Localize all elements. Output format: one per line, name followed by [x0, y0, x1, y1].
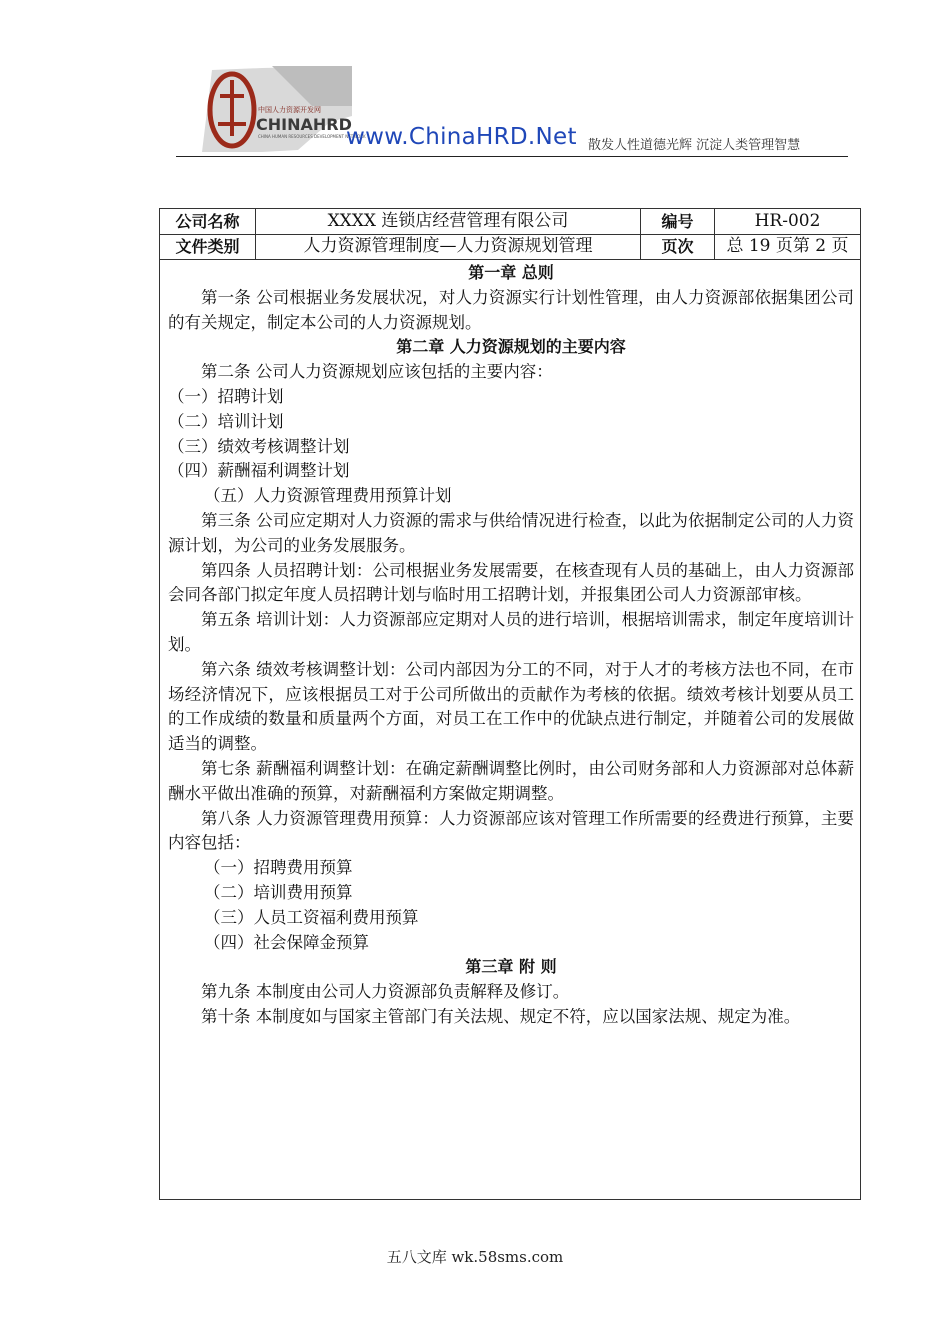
- list-item: （四）薪酬福利调整计划: [168, 461, 350, 481]
- article-5: 第五条 培训计划：人力资源部应定期对人员的进行培训，根据培训需求，制定年度培训计划。: [168, 610, 854, 654]
- article-7: 第七条 薪酬福利调整计划：在确定薪酬调整比例时，由公司财务部和人力资源部对总体薪酬水平做出准确的预算，对薪酬福利方案做定期调整。: [168, 758, 854, 803]
- list-item: （五）人力资源管理费用预算计划: [204, 486, 452, 506]
- code-value: HR-002: [754, 211, 821, 231]
- site-url[interactable]: www.ChinaHRD.Net: [346, 124, 577, 150]
- header-divider: [176, 156, 848, 157]
- list-item: （三）绩效考核调整计划: [168, 436, 350, 456]
- article-8: 第八条 人力资源管理费用预算：人力资源部应该对管理工作所需要的经费进行预算，主要内容包括：: [168, 808, 854, 853]
- meta-row-category: [160, 234, 860, 260]
- article-4: 第四条 人员招聘计划：公司根据业务发展需要，在核查现有人员的基础上，由人力资源部会同各部门拟定年度人员招聘计划与临时用工招聘计划，并报集团公司人力资源部审核。: [168, 560, 854, 605]
- article-10: 第十条 本制度如与国家主管部门有关法规、规定不符，应以国家法规、规定为准。: [201, 1006, 801, 1026]
- list-item: （三）人员工资福利费用预算: [204, 907, 419, 927]
- chapter-3-title: 第三章 附 则: [465, 957, 557, 977]
- chapter-2-title: 第二章 人力资源规划的主要内容: [396, 337, 626, 357]
- page-label: 页次: [641, 234, 715, 259]
- site-slogan: 散发人性道德光辉 沉淀人类管理智慧: [588, 138, 801, 153]
- chinahrd-logo: [202, 66, 366, 152]
- article-2: 第二条 公司人力资源规划应该包括的主要内容：: [201, 362, 553, 382]
- article-9: 第九条 本制度由公司人力资源部负责解释及修订。: [201, 982, 570, 1002]
- category-value: 人力资源管理制度—人力资源规划管理: [256, 234, 641, 259]
- article-1: 第一条 公司根据业务发展状况，对人力资源实行计划性管理，由人力资源部依据集团公司的有关规定，制定本公司的人力资源规划。: [168, 287, 854, 332]
- chapter-1-title: 第一章 总则: [468, 263, 554, 282]
- list-item: （二）培训计划: [168, 411, 284, 431]
- list-item: （一）招聘费用预算: [204, 858, 353, 878]
- company-label: 公司名称: [160, 209, 256, 234]
- page-header: [176, 62, 848, 158]
- company-value: XXXX 连锁店经营管理有限公司: [256, 209, 641, 234]
- document-body: [168, 261, 854, 1030]
- page-value: 总 19 页第 2 页: [726, 236, 849, 256]
- list-item: （四）社会保障金预算: [204, 932, 369, 952]
- article-3: 第三条 公司应定期对人力资源的需求与供给情况进行检查，以此为依据制定公司的人力资源计划，为公司的业务发展服务。: [168, 510, 854, 555]
- list-item: （二）培训费用预算: [204, 882, 353, 902]
- article-6: 第六条 绩效考核调整计划：公司内部因为分工的不同，对于人才的考核方法也不同，在市场经济情况下，应该根据员工对于公司所做出的贡献作为考核的依据。绩效考核计划要从员工的工作成绩的数量和质量两个方面，对员工在工作中的优缺点进行制定，并随着公司的发展做适当的调整。: [168, 659, 854, 754]
- svg-text:CHINAHRD: CHINAHRD: [256, 115, 352, 134]
- list-item: （一）招聘计划: [168, 386, 284, 406]
- code-label: 编号: [641, 209, 715, 234]
- svg-text:CHINA HUMAN RESOURCES DEVELOPM: CHINA HUMAN RESOURCES DEVELOPMENT NETWORK: [258, 134, 366, 139]
- svg-text:中国人力资源开发网: 中国人力资源开发网: [258, 106, 321, 114]
- page-footer: 五八文库 wk.58sms.com: [386, 1248, 564, 1266]
- category-label: 文件类别: [160, 234, 256, 259]
- meta-row-company: [160, 209, 860, 235]
- document-table: [159, 208, 861, 1200]
